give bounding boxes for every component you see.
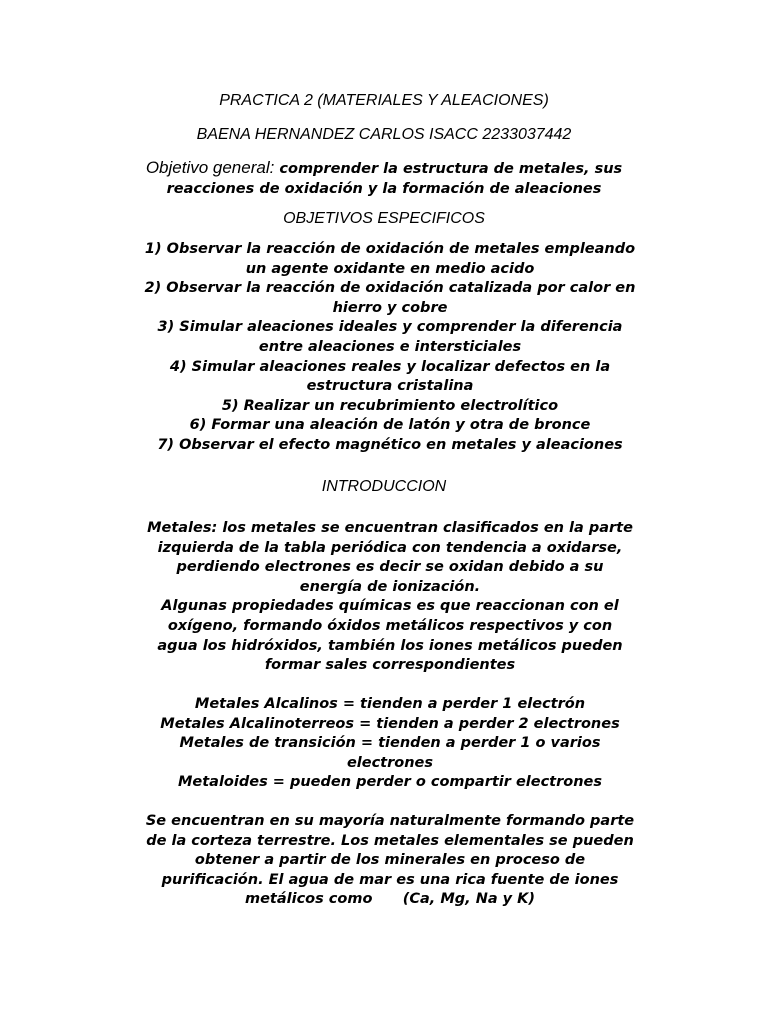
text-line: purificación. El agua de mar es una rica fuente de iones: [161, 871, 619, 888]
list-item: entre aleaciones e intersticiales: [258, 338, 522, 355]
objetivo-general-text-1: comprender la estructura de metales, sus: [274, 161, 623, 177]
list-item: hierro y cobre: [332, 299, 448, 316]
text-line: de la corteza terrestre. Los metales elementales se pueden: [146, 832, 634, 849]
list-item: 7) Observar el efecto magnético en metales y aleaciones: [157, 436, 623, 453]
objetivo-general-label: Objetivo general:: [145, 158, 275, 177]
text-line: electrones: [346, 754, 434, 771]
objetivo-general-line-1: [128, 158, 640, 179]
text-line: Metales Alcalinos = tienden a perder 1 electrón: [194, 696, 586, 712]
list-item: 1) Observar la reacción de oxidación de metales empleando: [144, 241, 636, 257]
text-line: Se encuentran en su mayoría naturalmente formando parte: [145, 813, 635, 829]
author-line: BAENA HERNANDEZ CARLOS ISACC 2233037442: [196, 126, 572, 143]
introduccion-paragraph-1: [130, 519, 650, 676]
introduccion-paragraph-2: [130, 695, 650, 793]
introduccion-heading: INTRODUCCION: [321, 478, 447, 495]
list-item: 2) Observar la reacción de oxidación catalizada por calor en: [144, 280, 636, 297]
text-line: izquierda de la tabla periódica con tendencia a oxidarse,: [157, 539, 623, 556]
objetivos-especificos-list: [130, 240, 650, 456]
text-line: Metaloides = pueden perder o compartir electrones: [177, 774, 603, 791]
list-item: 5) Realizar un recubrimiento electrolítico: [221, 397, 559, 414]
text-line: agua los hidróxidos, también los iones metálicos pueden: [157, 637, 623, 654]
list-item: 3) Simular aleaciones ideales y comprender la diferencia: [157, 319, 623, 336]
list-item: un agente oxidante en medio acido: [245, 260, 535, 277]
text-line: energía de ionización.: [299, 578, 481, 595]
introduccion-paragraph-3: [130, 812, 650, 910]
text-line: obtener a partir de los minerales en proceso de: [194, 852, 586, 869]
list-item: 6) Formar una aleación de latón y otra de bronce: [189, 417, 591, 434]
text-line: metálicos como (Ca, Mg, Na y K): [244, 891, 536, 908]
text-line: Metales: los metales se encuentran clasificados en la parte: [147, 520, 633, 536]
text-line: Metales Alcalinoterreos = tienden a perder 2 electrones: [160, 715, 620, 732]
text-line: perdiendo electrones es decir se oxidan debido a su: [176, 559, 604, 576]
text-line: Algunas propiedades químicas es que reaccionan con el: [161, 598, 619, 615]
text-line: Metales de transición = tienden a perder 1 o varios: [179, 735, 601, 752]
list-item: 4) Simular aleaciones reales y localizar defectos en la: [169, 358, 611, 375]
objetivo-general-line-2: reacciones de oxidación y la formación de aleaciones: [166, 181, 602, 197]
text-line: formar sales correspondientes: [264, 657, 516, 674]
text-line: oxígeno, formando óxidos metálicos respectivos y con: [167, 617, 613, 634]
document-title: PRACTICA 2 (MATERIALES Y ALEACIONES): [219, 92, 549, 109]
objetivo-general: [128, 158, 640, 199]
list-item: estructura cristalina: [306, 378, 474, 395]
objetivos-especificos-heading: OBJETIVOS ESPECIFICOS: [283, 210, 485, 227]
